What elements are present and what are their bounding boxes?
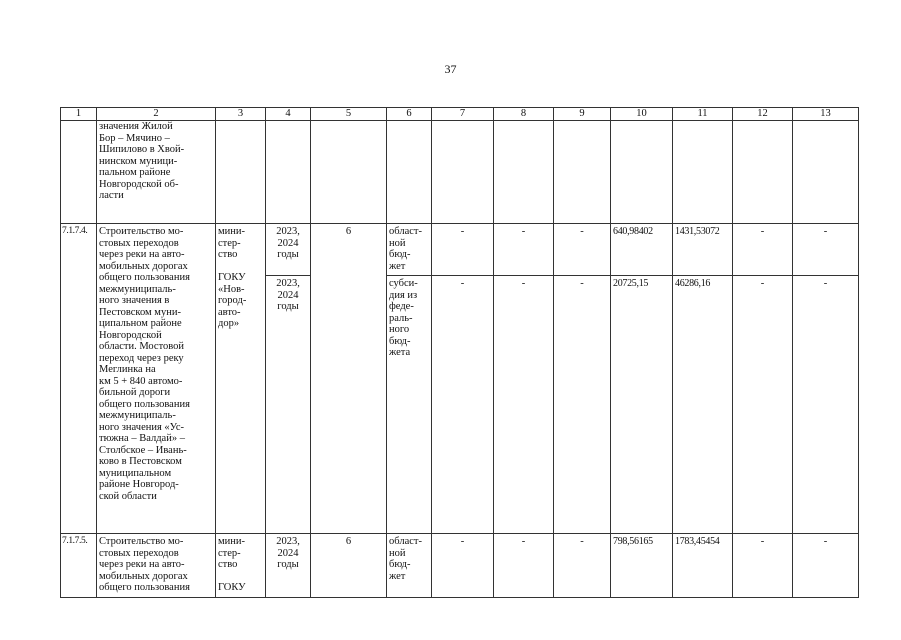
activity-name: Строительство мо- стовых переходов через реки на авто- мобильных дорогах общего пользования межмуниципаль- ного значения в Пестовском муни- ципальном районе Новгородской области. Мостовой переход через реку Меглинка на км 5 + 840 автомо- бильной дороги общего пользования межмуниципаль- ного значения «Ус- тюжна – Валдай» – Столбское – Ивань- ково в Пестовском муниципальном районе Новгород- ской области bbox=[97, 224, 216, 534]
value-cell: - bbox=[432, 224, 494, 276]
executor-cell: мини- стер- ство ГОКУ bbox=[216, 534, 266, 598]
source-cell: субси- дия из феде- раль- ного бюд- жета bbox=[387, 276, 432, 534]
col-num-4: 4 bbox=[266, 108, 311, 121]
page-number: 37 bbox=[444, 62, 457, 76]
col-num-10: 10 bbox=[611, 108, 673, 121]
value-cell: 640,98402 bbox=[611, 224, 673, 276]
value-cell: - bbox=[733, 224, 793, 276]
value-cell: - bbox=[793, 534, 859, 598]
target-cell: 6 bbox=[311, 534, 387, 598]
col-num-8: 8 bbox=[494, 108, 554, 121]
source-cell: област- ной бюд- жет bbox=[387, 534, 432, 598]
col-num-3: 3 bbox=[216, 108, 266, 121]
col-num-6: 6 bbox=[387, 108, 432, 121]
table-row bbox=[61, 534, 859, 598]
value-cell: - bbox=[793, 224, 859, 276]
value-cell: - bbox=[494, 276, 554, 534]
years-cell: 2023, 2024 годы bbox=[266, 224, 311, 276]
col-num-11: 11 bbox=[673, 108, 733, 121]
value-cell: - bbox=[733, 534, 793, 598]
target-cell: 6 bbox=[311, 224, 387, 534]
value-cell: 798,56165 bbox=[611, 534, 673, 598]
value-cell: - bbox=[432, 534, 494, 598]
source-cell: област- ной бюд- жет bbox=[387, 224, 432, 276]
value-cell: - bbox=[793, 276, 859, 534]
col-num-13: 13 bbox=[793, 108, 859, 121]
value-cell: - bbox=[554, 276, 611, 534]
row-code: 7.1.7.5. bbox=[61, 534, 97, 598]
years-cell: 2023, 2024 годы bbox=[266, 276, 311, 534]
value-cell: 20725,15 bbox=[611, 276, 673, 534]
table-row bbox=[61, 224, 859, 276]
row-code: 7.1.7.4. bbox=[61, 224, 97, 534]
col-num-1: 1 bbox=[61, 108, 97, 121]
col-num-7: 7 bbox=[432, 108, 494, 121]
value-cell: - bbox=[554, 224, 611, 276]
value-cell: 1783,45454 bbox=[673, 534, 733, 598]
executor-cell: мини- стер- ство ГОКУ «Нов- город- авто- дор» bbox=[216, 224, 266, 534]
col-num-12: 12 bbox=[733, 108, 793, 121]
value-cell: - bbox=[554, 534, 611, 598]
col-num-9: 9 bbox=[554, 108, 611, 121]
column-numbers-row bbox=[61, 108, 859, 121]
value-cell: 1431,53072 bbox=[673, 224, 733, 276]
value-cell: - bbox=[494, 534, 554, 598]
program-table bbox=[60, 107, 859, 598]
continued-name-cell: значения Жилой Бор – Мячино – Шипилово в Хвой- нинском муници- пальном районе Новгородской об- ласти bbox=[97, 121, 216, 224]
activity-name: Строительство мо- стовых переходов через реки на авто- мобильных дорогах общего пользования bbox=[97, 534, 216, 598]
col-num-5: 5 bbox=[311, 108, 387, 121]
years-cell: 2023, 2024 годы bbox=[266, 534, 311, 598]
continued-row bbox=[61, 121, 859, 224]
value-cell: - bbox=[733, 276, 793, 534]
value-cell: - bbox=[432, 276, 494, 534]
value-cell: 46286,16 bbox=[673, 276, 733, 534]
col-num-2: 2 bbox=[97, 108, 216, 121]
value-cell: - bbox=[494, 224, 554, 276]
